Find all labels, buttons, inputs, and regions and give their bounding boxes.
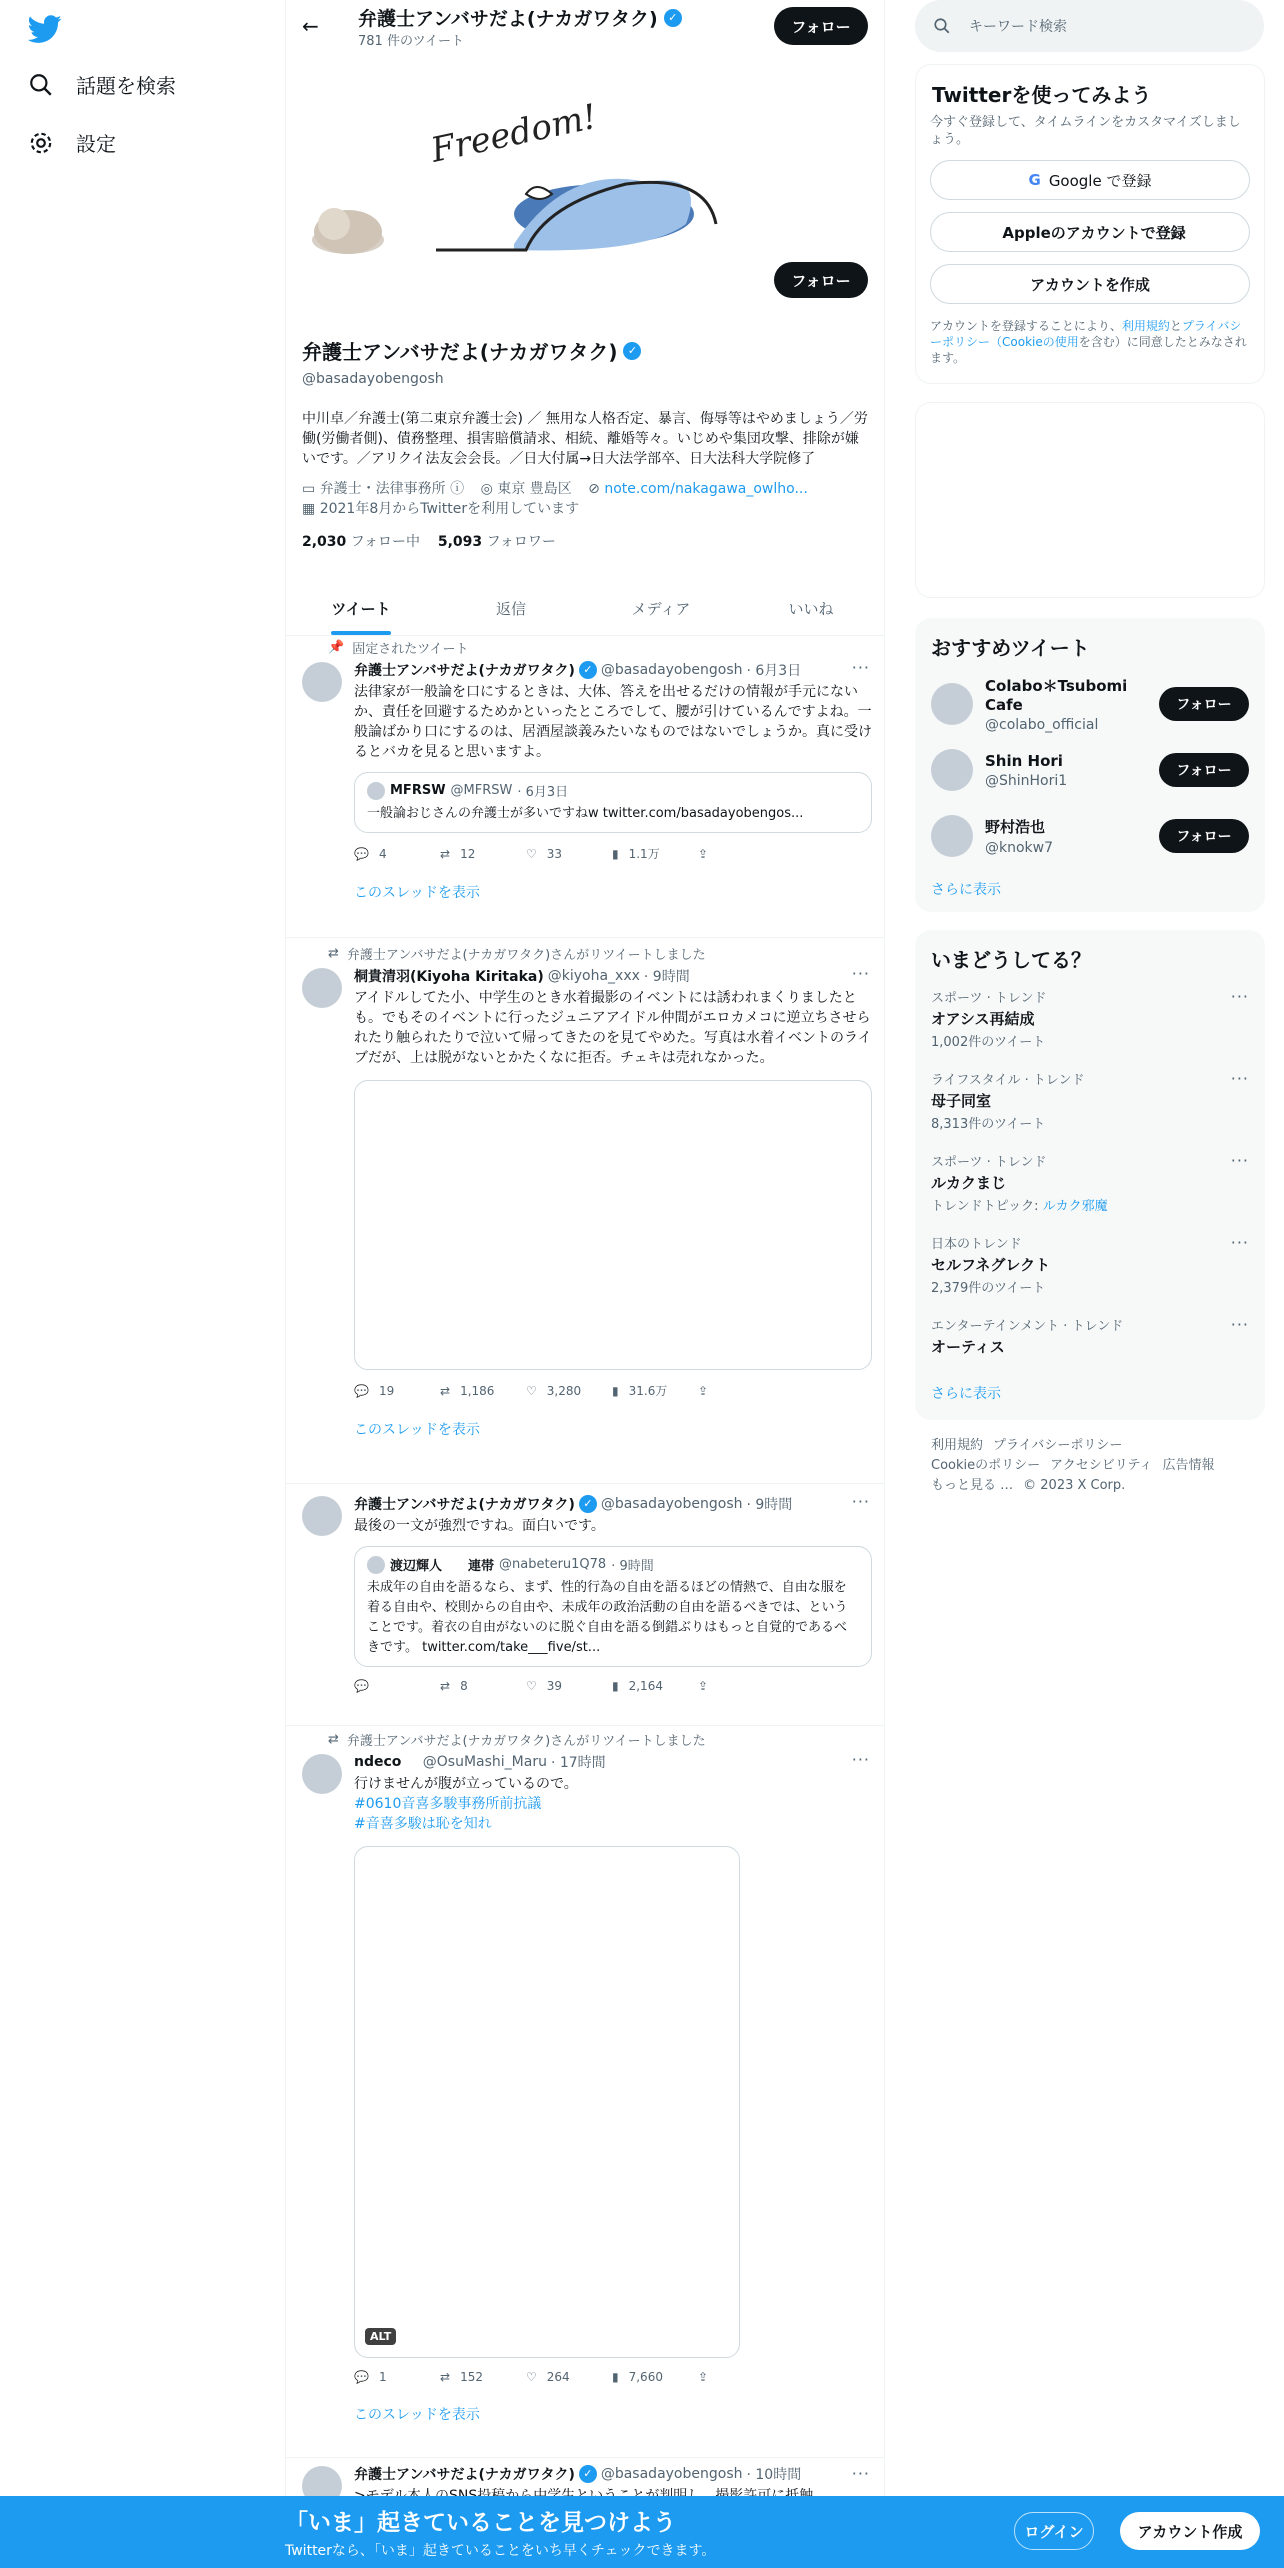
profile-banner[interactable] bbox=[286, 54, 885, 254]
like-count: 3,280 bbox=[546, 1383, 582, 1398]
avatar[interactable] bbox=[931, 683, 973, 725]
tweet-header bbox=[354, 1494, 872, 1514]
retweet-context-label[interactable]: 弁護士アンバサだよ(ナカガワタク)さんがリツイートしました bbox=[346, 948, 706, 963]
views-chart-icon: ▮ bbox=[612, 1383, 619, 1398]
signup-subtitle: 今すぐ登録して、タイムラインをカスタマイズしましょう。 bbox=[930, 115, 1241, 147]
retweet-context bbox=[328, 944, 706, 963]
joined-item bbox=[302, 499, 872, 519]
location-label: 東京 豊島区 bbox=[497, 481, 572, 497]
quote-author-name: 渡辺輝人 連帯 bbox=[390, 1559, 495, 1574]
tab-tweets[interactable]: ツイート bbox=[286, 582, 436, 635]
tweet-author-name[interactable]: 弁護士アンバサだよ(ナカガワタク) bbox=[354, 2467, 575, 2483]
tweet-count: 781 件のツイート bbox=[358, 34, 465, 49]
verified-badge-icon: ✓ bbox=[623, 342, 641, 360]
retweet-button[interactable] bbox=[440, 1382, 526, 1399]
avatar[interactable] bbox=[302, 662, 342, 702]
trend-count: 8,313件のツイート bbox=[931, 1117, 1046, 1132]
back-arrow-icon[interactable]: ← bbox=[302, 14, 319, 38]
trend-item[interactable] bbox=[915, 1315, 1265, 1373]
trend-category: ライフスタイル · トレンド bbox=[931, 1073, 1085, 1088]
retweet-button[interactable] bbox=[440, 2370, 526, 2384]
nav-explore-label: 話題を検索 bbox=[76, 74, 176, 98]
trend-category: エンターテインメント · トレンド bbox=[931, 1319, 1124, 1334]
reply-icon: 💬 bbox=[354, 2370, 369, 2384]
share-button[interactable] bbox=[698, 1679, 784, 1693]
trend-topic bbox=[931, 1195, 1249, 1214]
heart-icon: ♡ bbox=[526, 2370, 537, 2384]
follow-button[interactable]: フォロー bbox=[1159, 819, 1249, 853]
more-options-icon[interactable]: ··· bbox=[851, 1492, 870, 1511]
tweet-time[interactable]: · 10時間 bbox=[746, 2467, 802, 2483]
more-options-icon[interactable]: ··· bbox=[851, 2464, 870, 2483]
tweet-actions bbox=[354, 845, 872, 862]
tweet-item[interactable] bbox=[286, 636, 885, 938]
trends-card bbox=[915, 930, 1265, 1420]
show-more-link[interactable]: さらに表示 bbox=[931, 1386, 1001, 1402]
like-count: 33 bbox=[546, 846, 563, 861]
retweet-count: 152 bbox=[460, 2370, 483, 2384]
trend-category: スポーツ · トレンド bbox=[931, 1155, 1047, 1170]
footer-more-link[interactable]: もっと見る … bbox=[931, 1478, 1014, 1493]
tweet-text-line: 行けませんが腹が立っているので。 bbox=[354, 1776, 578, 1792]
views-button[interactable] bbox=[612, 1679, 698, 1693]
reply-button[interactable] bbox=[354, 845, 440, 862]
retweet-context bbox=[328, 1730, 706, 1749]
recommended-user-info bbox=[985, 752, 1159, 789]
trend-category: スポーツ · トレンド bbox=[931, 991, 1047, 1006]
quote-text: 未成年の自由を語るなら、まず、性的行為の自由を語るほどの情熱で、自由な服を着る自由や、校則からの自由や、未成年の政治活動の自由を語るべきでは、ということです。着衣の自由がないのに脱ぐ自由を語る倒錯ぶりはもっと自覚的であるべきです。 twitter.com/take___five/st... bbox=[367, 1580, 848, 1655]
retweet-icon: ⇄ bbox=[440, 1679, 451, 1693]
nav-settings-label: 設定 bbox=[76, 132, 116, 156]
tweet-author-name[interactable]: 桐貴清羽(Kiyoha Kiritaka) bbox=[354, 969, 544, 985]
tweet-text: 法律家が一般論を口にするときは、大体、答えを出せるだけの情報が手元にないか、責任を回避するためかといったところでして、腰が引けているんですよね。一般論ばかり口にするのは、居酒屋談義みたいなものではないでしょうか。真に受けるとバカを見ると思いますよ。 bbox=[354, 684, 872, 760]
tweet-header bbox=[354, 660, 872, 680]
quote-avatar bbox=[367, 782, 385, 800]
link-icon: ⊘ bbox=[588, 481, 605, 497]
trend-name: 母子同室 bbox=[931, 1092, 992, 1110]
more-options-icon[interactable]: ··· bbox=[1230, 1233, 1249, 1252]
profile-bio: 中川卓／弁護士(第二東京弁護士会) ／ 無用な人格否定、暴言、侮辱等はやめましょう／労働(労働者側)、債務整理、損害賠償請求、相続、離婚等々。いじめや集団攻撃、排除が嫌いです。／アリクイ法友会会長。／日大付属→日大法学部卒、日大法科大学院修了 bbox=[302, 411, 868, 467]
avatar[interactable] bbox=[931, 815, 973, 857]
tab-likes[interactable]: いいね bbox=[788, 600, 834, 618]
avatar[interactable] bbox=[302, 1496, 342, 1536]
tweet-text: 最後の一文が強烈ですね。面白いです。 bbox=[354, 1518, 605, 1534]
like-button[interactable] bbox=[526, 1679, 612, 1693]
tweet-author-handle: @kiyoha_xxx bbox=[547, 968, 640, 984]
signup-title: Twitterを使ってみよう bbox=[932, 83, 1152, 107]
create-account-button[interactable]: アカウントを作成 bbox=[930, 264, 1250, 304]
pinned-label: 固定されたツイート bbox=[352, 642, 469, 657]
url-item bbox=[588, 481, 808, 497]
more-options-icon[interactable]: ··· bbox=[851, 658, 870, 677]
show-thread-link[interactable]: このスレッドを表示 bbox=[354, 2407, 480, 2423]
reply-icon: 💬 bbox=[354, 1679, 369, 1693]
heart-icon: ♡ bbox=[526, 1679, 537, 1693]
heart-icon: ♡ bbox=[526, 846, 537, 861]
quote-header bbox=[367, 1555, 859, 1574]
quote-tweet[interactable] bbox=[354, 1546, 872, 1667]
tweet-time[interactable]: · 9時間 bbox=[643, 969, 690, 985]
tweet-media[interactable] bbox=[354, 1846, 740, 2358]
tweet-author-name[interactable]: ndeco bbox=[354, 1754, 402, 1770]
quote-author-handle: @nabeteru1Q78 bbox=[499, 1557, 607, 1572]
reply-icon: 💬 bbox=[354, 1383, 369, 1398]
category-item bbox=[302, 481, 464, 497]
share-icon: ⇪ bbox=[698, 2370, 709, 2384]
quote-time: · 6月3日 bbox=[517, 785, 569, 800]
profile-handle: @basadayobengosh bbox=[302, 371, 444, 387]
twitter-bird-icon[interactable] bbox=[28, 12, 62, 46]
tweet-time[interactable]: · 17時間 bbox=[550, 1755, 606, 1771]
tweet-header bbox=[354, 2464, 872, 2484]
search-icon bbox=[28, 72, 54, 98]
trend-item[interactable] bbox=[915, 987, 1265, 1069]
show-thread-link[interactable]: このスレッドを表示 bbox=[354, 1422, 480, 1438]
profile-name: 弁護士アンバサだよ(ナカガワタク) bbox=[302, 340, 618, 364]
more-options-icon[interactable]: ··· bbox=[851, 1750, 870, 1769]
views-button[interactable] bbox=[612, 845, 698, 862]
footer-links bbox=[931, 1436, 1251, 1496]
trend-item[interactable] bbox=[915, 1233, 1265, 1315]
tweet-body bbox=[354, 1752, 872, 2424]
tweet-actions bbox=[354, 1382, 872, 1399]
profile-follow-button[interactable]: フォロー bbox=[774, 262, 868, 298]
heart-icon: ♡ bbox=[526, 1383, 537, 1398]
retweet-icon: ⇄ bbox=[440, 846, 451, 861]
trend-category: 日本のトレンド bbox=[931, 1237, 1022, 1252]
recommended-user-info bbox=[985, 816, 1159, 856]
recommended-user-info bbox=[985, 675, 1159, 733]
footer-privacy-link[interactable]: プライバシーポリシー bbox=[993, 1438, 1123, 1453]
quote-avatar bbox=[367, 1556, 385, 1574]
briefcase-icon: ▭ bbox=[302, 481, 320, 497]
recommended-user[interactable] bbox=[915, 803, 1265, 869]
hashtag-link[interactable]: #0610音喜多駿事務所前抗議 bbox=[354, 1796, 542, 1812]
reply-button[interactable] bbox=[354, 1679, 440, 1693]
quote-text: 一般論おじさんの弁護士が多いですねw twitter.com/basadayobengos... bbox=[367, 806, 804, 821]
bottom-bar-subtitle: Twitterなら、「いま」起きていることをいち早くチェックできます。 bbox=[285, 2543, 716, 2559]
recommended-user-handle: @knokw7 bbox=[985, 840, 1054, 856]
share-button[interactable] bbox=[698, 2370, 784, 2384]
views-count: 31.6万 bbox=[628, 1384, 668, 1398]
trend-item[interactable] bbox=[915, 1069, 1265, 1151]
verified-badge-icon: ✓ bbox=[579, 1495, 597, 1513]
tweet-media[interactable] bbox=[354, 1080, 872, 1370]
bottom-bar-title: 「いま」起きていることを見つけよう bbox=[285, 2510, 676, 2536]
followers-label: フォロワー bbox=[486, 534, 556, 550]
share-icon: ⇪ bbox=[698, 1383, 709, 1398]
more-options-icon[interactable]: ··· bbox=[1230, 1151, 1249, 1170]
like-button[interactable] bbox=[526, 1382, 612, 1399]
reply-icon: 💬 bbox=[354, 846, 369, 861]
quote-tweet[interactable] bbox=[354, 772, 872, 833]
tweet-author-handle: @basadayobengosh bbox=[600, 2466, 743, 2482]
retweet-count: 12 bbox=[460, 846, 476, 861]
retweet-icon: ⇄ bbox=[328, 1732, 339, 1747]
footer-copyright: © 2023 X Corp. bbox=[1023, 1478, 1126, 1493]
share-icon: ⇪ bbox=[698, 1679, 709, 1693]
trend-name: ルカクまじ bbox=[931, 1174, 1007, 1192]
search-box[interactable] bbox=[915, 0, 1264, 52]
apple-signup-label: Appleのアカウントで登録 bbox=[1002, 223, 1186, 242]
verified-badge-icon: ✓ bbox=[579, 2465, 597, 2483]
retweet-context-label[interactable]: 弁護士アンバサだよ(ナカガワタク)さんがリツイートしました bbox=[346, 1734, 706, 1749]
recommended-tweets-card bbox=[915, 618, 1265, 912]
avatar[interactable] bbox=[302, 1754, 342, 1794]
reply-count: 19 bbox=[378, 1383, 395, 1398]
recommended-user[interactable] bbox=[915, 737, 1265, 803]
more-options-icon[interactable]: ··· bbox=[1230, 987, 1249, 1006]
more-options-icon[interactable]: ··· bbox=[1230, 1069, 1249, 1088]
location-pin-icon: ◎ bbox=[480, 481, 498, 497]
retweet-button[interactable] bbox=[440, 845, 526, 862]
pin-icon: 📌 bbox=[328, 640, 345, 655]
trend-name: オアシス再結成 bbox=[931, 1010, 1035, 1028]
trend-count: 1,002件のツイート bbox=[931, 1035, 1046, 1050]
verified-badge-icon: ✓ bbox=[579, 661, 597, 679]
signup-legal bbox=[916, 304, 1264, 366]
show-more-link[interactable]: さらに表示 bbox=[931, 882, 1001, 898]
follow-stats bbox=[302, 531, 872, 551]
trend-topic-label: トレンドトピック: bbox=[931, 1199, 1043, 1214]
nav-settings[interactable] bbox=[28, 128, 116, 157]
views-chart-icon: ▮ bbox=[612, 2370, 619, 2384]
tweet-author-name[interactable]: 弁護士アンバサだよ(ナカガワタク) bbox=[354, 1497, 575, 1513]
tweet-time[interactable]: · 6月3日 bbox=[746, 663, 802, 679]
profile-meta bbox=[302, 479, 872, 519]
retweet-button[interactable] bbox=[440, 1679, 526, 1693]
recommended-title: おすすめツイート bbox=[931, 636, 1090, 660]
followers-count: 5,093 bbox=[437, 534, 483, 550]
views-chart-icon: ▮ bbox=[612, 846, 619, 861]
reply-count: 1 bbox=[378, 2370, 387, 2384]
legal-text: と bbox=[1169, 319, 1182, 333]
tab-replies[interactable]: 返信 bbox=[495, 600, 526, 618]
footer-cookie-link[interactable]: Cookieのポリシー bbox=[931, 1458, 1041, 1473]
retweet-icon: ⇄ bbox=[440, 1383, 451, 1398]
reply-button[interactable] bbox=[354, 1382, 440, 1399]
tweet-header bbox=[354, 966, 872, 986]
like-count: 39 bbox=[546, 1679, 563, 1693]
quote-author-handle: @MFRSW bbox=[450, 783, 513, 798]
google-signup-button[interactable] bbox=[930, 160, 1250, 200]
profile-header bbox=[286, 0, 885, 54]
header-follow-button[interactable]: フォロー bbox=[774, 7, 868, 45]
more-options-icon[interactable]: ··· bbox=[851, 964, 870, 983]
tweet-author-handle: @basadayobengosh bbox=[600, 662, 743, 678]
share-button[interactable] bbox=[698, 845, 784, 862]
header-title bbox=[358, 4, 682, 31]
following-label: フォロー中 bbox=[350, 534, 421, 550]
footer-accessibility-link[interactable]: アクセシビリティ bbox=[1050, 1458, 1153, 1473]
location-item bbox=[481, 481, 572, 497]
recommended-user-name: Shin Hori bbox=[985, 751, 1063, 770]
quote-time: · 9時間 bbox=[611, 1559, 654, 1574]
more-options-icon[interactable]: ··· bbox=[1230, 1315, 1249, 1334]
search-input[interactable]: キーワード検索 bbox=[969, 19, 1067, 35]
signup-bottom-bar bbox=[0, 2496, 1284, 2568]
trend-name: セルフネグレクト bbox=[931, 1256, 1051, 1274]
alt-badge[interactable]: ALT bbox=[365, 2328, 396, 2345]
follow-button[interactable]: フォロー bbox=[1159, 687, 1249, 721]
hashtag-link[interactable]: #音喜多駿は恥を知れ bbox=[354, 1816, 492, 1832]
google-signup-label: Google で登録 bbox=[1048, 171, 1152, 190]
tweet-item[interactable] bbox=[286, 1726, 885, 2458]
avatar[interactable] bbox=[302, 968, 342, 1008]
retweet-count: 1,186 bbox=[460, 1383, 495, 1398]
tab-media[interactable]: メディア bbox=[631, 600, 691, 618]
show-thread-link[interactable]: このスレッドを表示 bbox=[354, 885, 480, 901]
views-count: 1.1万 bbox=[628, 847, 660, 861]
trends-title: いまどうしてる？ bbox=[931, 948, 1091, 972]
recommended-user-handle: @ShinHori1 bbox=[985, 772, 1068, 789]
ad-placeholder bbox=[915, 402, 1265, 598]
calendar-icon: ▦ bbox=[302, 501, 320, 517]
profile-info bbox=[302, 336, 872, 551]
follow-button[interactable]: フォロー bbox=[1159, 753, 1249, 787]
avatar[interactable] bbox=[931, 749, 973, 791]
banner-illustration bbox=[286, 54, 885, 254]
category-label: 弁護士・法律事務所 bbox=[319, 481, 446, 497]
tweet-text: アイドルしてた小、中学生のとき水着撮影のイベントには誘われまくりましたとも。でもそのイベントに行ったジュニアアイドル仲間がエロカメコに逆立ちさせられたり触られたりで泣いて帰ってきたのを見てやめた。写真は水着イベントのライブだが、上は脱がないとかたくなに拒否。チェキは売れなかった。 bbox=[354, 990, 872, 1066]
profile-url-link[interactable]: note.com/nakagawa_owlho... bbox=[604, 481, 808, 497]
retweet-icon: ⇄ bbox=[328, 946, 339, 961]
following-count: 2,030 bbox=[302, 534, 347, 550]
recommended-user-name: 野村浩也 bbox=[985, 818, 1046, 836]
signup-button[interactable]: アカウント作成 bbox=[1120, 2512, 1260, 2550]
footer-ads-link[interactable]: 広告情報 bbox=[1162, 1458, 1215, 1473]
recommended-user-handle: @colabo_official bbox=[985, 717, 1099, 733]
quote-author-name: MFRSW bbox=[390, 783, 446, 798]
joined-label: 2021年8月からTwitterを利用しています bbox=[319, 501, 580, 517]
recommended-user[interactable] bbox=[915, 671, 1265, 737]
header-name: 弁護士アンバサだよ(ナカガワタク) bbox=[358, 8, 658, 30]
trend-topic-link[interactable]: ルカク邪魔 bbox=[1042, 1199, 1108, 1214]
signup-card bbox=[915, 64, 1265, 384]
followers-link[interactable] bbox=[438, 534, 556, 550]
trend-count: 2,379件のツイート bbox=[931, 1281, 1046, 1296]
login-button[interactable]: ログイン bbox=[1014, 2512, 1094, 2550]
share-icon: ⇪ bbox=[698, 846, 709, 861]
profile-name-row bbox=[302, 336, 872, 365]
tweet-author-name[interactable]: 弁護士アンバサだよ(ナカガワタク) bbox=[354, 663, 575, 679]
tweet-body bbox=[354, 1494, 872, 1693]
terms-link[interactable]: 利用規約 bbox=[1121, 319, 1170, 333]
tweet-author-handle: @basadayobengosh bbox=[600, 1496, 743, 1512]
legal-text: アカウントを登録することにより、 bbox=[930, 319, 1122, 333]
views-count: 7,660 bbox=[628, 2370, 663, 2384]
google-g-icon: G bbox=[1028, 171, 1041, 189]
search-icon bbox=[933, 17, 951, 35]
main-column bbox=[285, 0, 885, 2568]
tweet-header bbox=[354, 1752, 872, 1772]
tweet-time[interactable]: · 9時間 bbox=[746, 1497, 793, 1513]
tweet-actions bbox=[354, 1679, 872, 1693]
quote-header bbox=[367, 781, 859, 800]
views-button[interactable] bbox=[612, 2370, 698, 2384]
tweet-body bbox=[354, 660, 872, 902]
following-link[interactable] bbox=[302, 534, 420, 550]
trend-name: オーティス bbox=[931, 1338, 1005, 1356]
views-count: 2,164 bbox=[628, 1679, 663, 1693]
pinned-context bbox=[328, 638, 469, 657]
reply-button[interactable] bbox=[354, 2370, 440, 2384]
verified-badge-icon: ✓ bbox=[664, 9, 682, 27]
like-button[interactable] bbox=[526, 2370, 612, 2384]
legal-text: を含む）に同意したとみなされます。 bbox=[930, 335, 1247, 365]
apple-signup-button[interactable] bbox=[930, 212, 1250, 252]
retweet-count: 8 bbox=[460, 1679, 468, 1693]
like-button[interactable] bbox=[526, 845, 612, 862]
recommended-user-name: Colabo＊Tsubomi Cafe bbox=[985, 677, 1128, 714]
gear-icon bbox=[28, 130, 54, 156]
share-button[interactable] bbox=[698, 1382, 784, 1399]
trend-item[interactable] bbox=[915, 1151, 1265, 1233]
info-icon[interactable]: ⓘ bbox=[450, 481, 465, 497]
tweet-item[interactable] bbox=[286, 1484, 885, 1726]
privacy-link[interactable]: プライバシーポリシー（Cookieの使用 bbox=[930, 319, 1242, 349]
views-chart-icon: ▮ bbox=[612, 1679, 619, 1693]
like-count: 264 bbox=[546, 2370, 570, 2384]
tweet-item[interactable] bbox=[286, 938, 885, 1484]
profile-tabs bbox=[286, 582, 885, 636]
footer-terms-link[interactable]: 利用規約 bbox=[931, 1438, 984, 1453]
tweet-body bbox=[354, 966, 872, 1439]
retweet-icon: ⇄ bbox=[440, 2370, 451, 2384]
tweet-author-handle: @OsuMashi_Maru bbox=[422, 1754, 547, 1770]
reply-count: 4 bbox=[378, 846, 387, 861]
tweet-text bbox=[354, 1774, 872, 1834]
views-button[interactable] bbox=[612, 1382, 698, 1399]
tweet-actions bbox=[354, 2370, 872, 2384]
left-sidebar bbox=[0, 0, 285, 2568]
banner-text: Freedom! bbox=[427, 96, 601, 171]
nav-explore[interactable] bbox=[28, 70, 176, 99]
